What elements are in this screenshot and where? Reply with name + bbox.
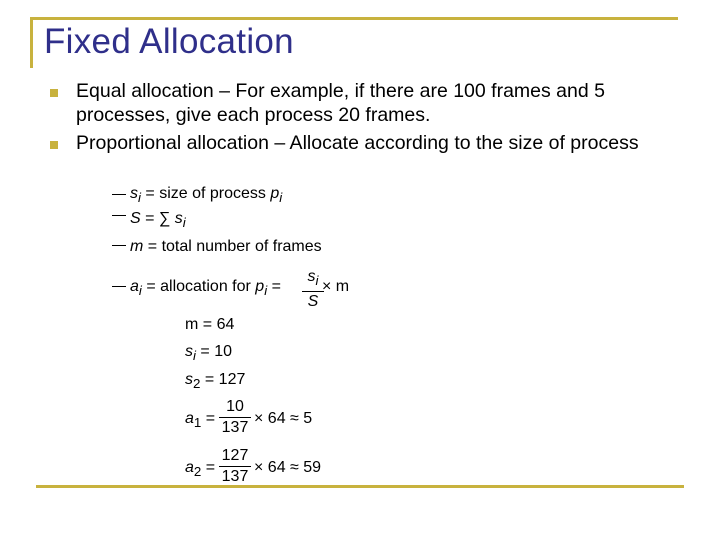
- formula-ai-times-m: × m: [322, 278, 350, 295]
- formula-ai-definition: $a_i$ = allocation for $p_i$ =: [130, 278, 281, 299]
- example-a1-lhs: $a_1$ =: [185, 410, 216, 431]
- dash-1: [112, 194, 126, 195]
- bullet-equal-allocation: Equal allocation – For example, if there are 100 frames and 5 processes, give each process 20 frames.: [76, 80, 605, 126]
- formula-m-definition: m = total number of frames: [130, 238, 322, 255]
- example-s2-value: $s_2 = 127$: [185, 371, 246, 392]
- frame-top-line: [30, 17, 678, 20]
- dash-3: [112, 245, 126, 246]
- example-a2-fraction: 127 137: [219, 447, 251, 486]
- formula-ai-fraction: $s_i$ S: [302, 268, 324, 311]
- example-a2-lhs: $a_2$ =: [185, 459, 216, 480]
- bullet-marker-1: [50, 89, 58, 97]
- example-a2-result: × 64 ≈ 59: [254, 459, 322, 476]
- formula-si-definition: $s_i$ = size of process $p_i$: [130, 185, 283, 206]
- example-a1-result: × 64 ≈ 5: [254, 410, 313, 427]
- example-si-value: $s_i = 10$: [185, 343, 233, 364]
- frame-bottom-line: [36, 485, 684, 488]
- bullet-proportional-allocation: Proportional allocation – Allocate according to the size of process: [76, 132, 639, 154]
- dash-4: [112, 286, 126, 287]
- example-m-value: m = 64: [185, 316, 235, 333]
- slide-title: Fixed Allocation: [44, 22, 294, 61]
- example-a1-fraction: 10 137: [219, 398, 251, 437]
- bullet-marker-2: [50, 141, 58, 149]
- frame-left-line: [30, 17, 33, 68]
- dash-2: [112, 215, 126, 216]
- formula-S-definition: S = ∑ $s_i$: [130, 210, 186, 231]
